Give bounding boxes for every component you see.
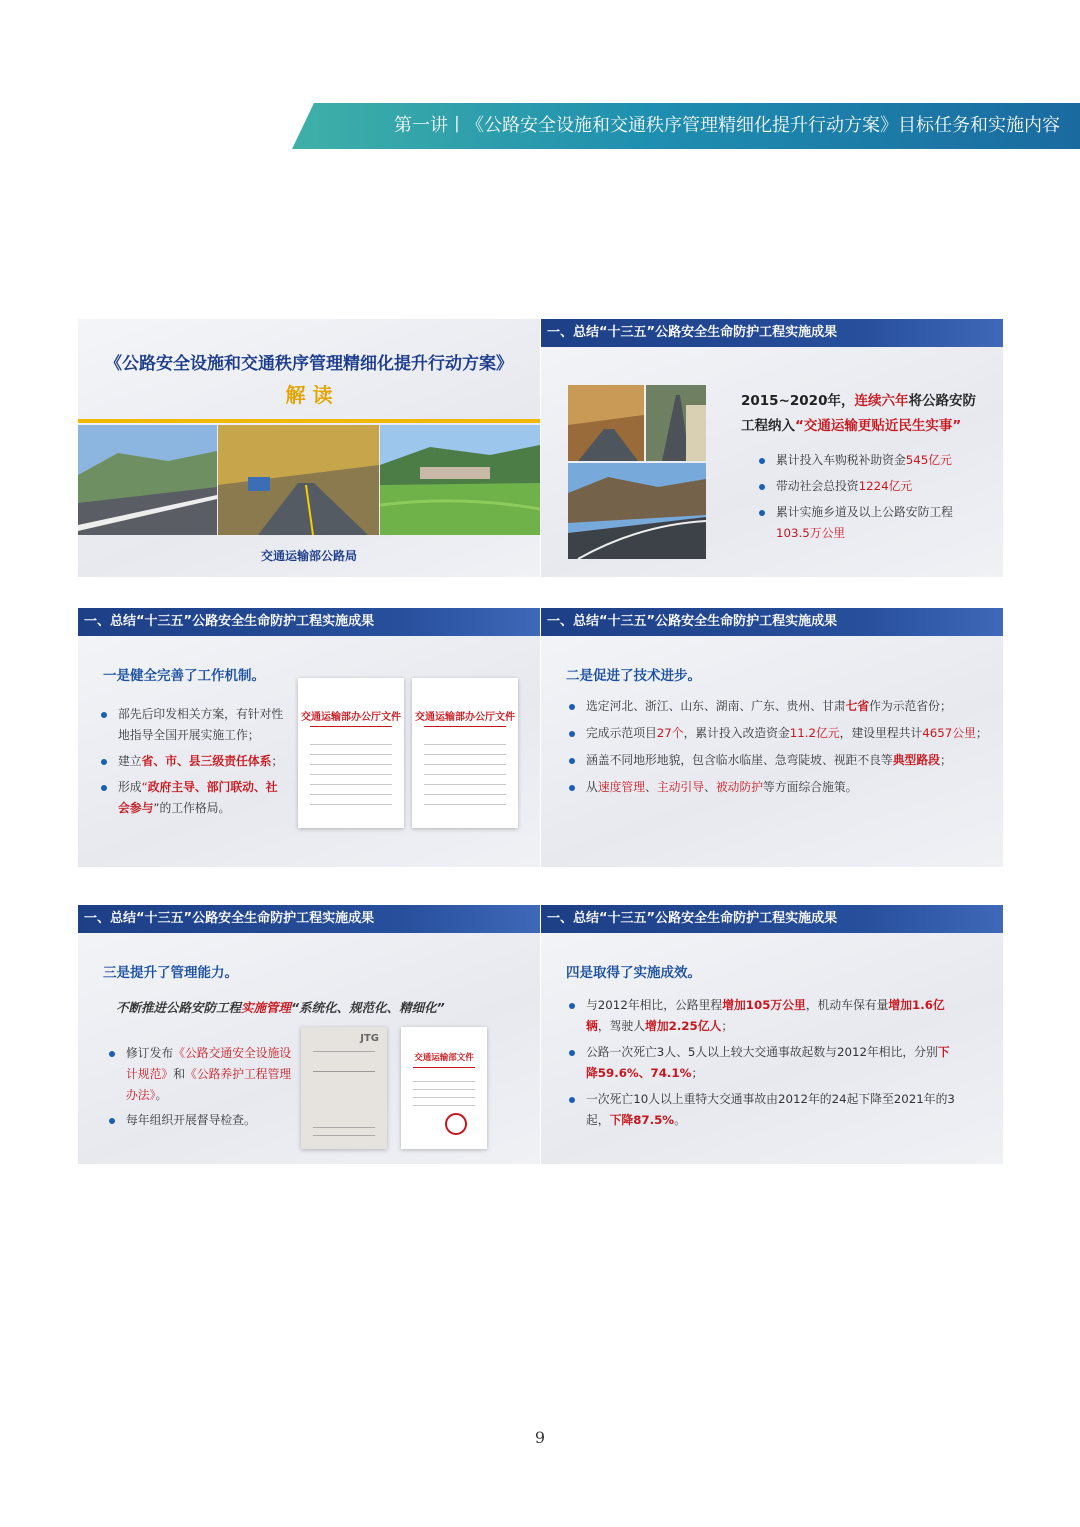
ministry-document-image: [401, 1027, 487, 1149]
bullet-text: ，机动车保有量: [805, 998, 889, 1012]
standard-document-image: [301, 1027, 387, 1149]
lead-text: 2015~2020年，: [741, 393, 855, 409]
slide3-bullets: [566, 696, 996, 798]
red-seal-icon: [445, 1113, 467, 1135]
document-code: JTG: [360, 1033, 379, 1044]
bullet-emphasis: 典型路段: [892, 753, 940, 767]
bullet-emphasis: 下降87.5%: [609, 1113, 675, 1127]
document-title: 交通运输部文件: [414, 1053, 474, 1063]
bullet-text: ，建设里程共计: [839, 726, 923, 740]
bullet-emphasis: 主动引导: [656, 780, 705, 794]
lead-text: 不断推进公路安防工程: [116, 1000, 242, 1015]
slide2-bullets: [98, 704, 288, 819]
bullet-text: 。: [155, 1088, 168, 1102]
bullet-emphasis: 《公路交通安全设施设计规范》: [126, 1046, 292, 1081]
bullet-text: 完成示范项目: [586, 726, 657, 740]
bullet-text: 与2012年相比，公路里程: [586, 998, 723, 1012]
bullet-value: 545亿元: [905, 453, 952, 467]
bullet-text: 从: [586, 780, 598, 794]
bullet-text: 累计投入车购税补助资金: [776, 453, 906, 467]
bullet-text: 累计实施乡道及以上公路安防工程: [776, 505, 953, 519]
bullet-text: 和: [173, 1067, 186, 1081]
document-image-1: [298, 678, 404, 828]
bullet-text: ；: [721, 1019, 734, 1033]
bullet-text: 作为示范省份；: [869, 699, 952, 713]
cover-subtitle: 解 读: [285, 383, 333, 407]
section-bar: 一、总结“十三五”公路安全生命防护工程实施成果: [78, 905, 540, 933]
bullet-text: “: [141, 780, 148, 794]
bullet-text: 。: [674, 1113, 686, 1127]
list-item: [566, 1042, 961, 1084]
bullet-value: 27个: [656, 726, 684, 740]
bullet-emphasis: 被动防护: [715, 780, 764, 794]
bullet-text: 形成: [118, 780, 142, 794]
bullet-text: 部先后印发相关方案，有针对性地指导全国开展实施工作；: [118, 707, 284, 742]
lead-text: “系统化、规范化、精细化”: [291, 1000, 445, 1015]
document-title: 交通运输部办公厅文件: [301, 712, 401, 723]
lead-emphasis: “交通运输更贴近民生实事”: [795, 418, 962, 434]
bullet-text: ；: [975, 726, 988, 740]
slide1-lead: [741, 389, 991, 439]
list-item: [98, 751, 288, 772]
document-title: 交通运输部办公厅文件: [415, 712, 515, 723]
list-item: [566, 995, 961, 1037]
bullet-text: ；: [691, 1066, 704, 1080]
slide-tech-progress: [541, 608, 1003, 867]
bullet-text: 一次死亡10人以上重特大交通事故由2012年的24起下降至2021年的3起，: [586, 1092, 955, 1127]
slide-heading: 一是健全完善了工作机制。: [103, 668, 265, 684]
bullet-text: 涵盖不同地形地貌，包含临水临崖、急弯陡坡、视距不良等: [586, 753, 893, 767]
cover-issuer: 交通运输部公路局: [260, 549, 357, 563]
list-item: [566, 1089, 961, 1131]
bullet-text: ，驾驶人: [597, 1019, 646, 1033]
document-image-2: [412, 678, 518, 828]
bullet-text: ；: [271, 754, 284, 768]
lead-emphasis: 实施管理: [241, 1000, 292, 1015]
lead-text: 将公路安防: [908, 393, 976, 409]
bullet-text: 修订发布: [126, 1046, 174, 1060]
list-item: [98, 777, 288, 819]
section-bar: 一、总结“十三五”公路安全生命防护工程实施成果: [541, 608, 1003, 636]
list-item: [566, 723, 996, 744]
mountain-road-photo-2: [646, 385, 706, 461]
bullet-text: 公路一次死亡3人、5人以上较大交通事故起数与2012年相比，分别: [586, 1045, 938, 1059]
list-item: [756, 450, 996, 471]
page-number: 9: [534, 1428, 546, 1447]
bullet-emphasis: 七省: [845, 699, 870, 713]
slide-heading: 四是取得了实施成效。: [566, 965, 701, 981]
mountain-road-photo-3: [568, 463, 706, 559]
page-header-title: 第一讲丨《公路安全设施和交通秩序管理精细化提升行动方案》目标任务和实施内容: [394, 115, 1060, 136]
bullet-emphasis: 《公路养护工程管理办法》: [126, 1067, 292, 1102]
list-item: [756, 476, 996, 497]
bullet-text: 等方面综合施策。: [763, 780, 858, 794]
bullet-text: 建立: [118, 754, 142, 768]
bullet-text: 带动社会总投资: [776, 479, 859, 493]
bullet-text: ”的工作格局。: [153, 801, 231, 815]
cover-title: 《公路安全设施和交通秩序管理精细化提升行动方案》: [105, 354, 513, 374]
cover-slide: [78, 319, 540, 577]
slide-implementation-results: [541, 905, 1003, 1164]
section-bar: 一、总结“十三五”公路安全生命防护工程实施成果: [541, 905, 1003, 933]
mountain-road-photo: [218, 425, 379, 535]
list-item: [106, 1110, 296, 1131]
slide4-lead: [116, 998, 445, 1016]
slide4-bullets: [106, 1043, 296, 1131]
list-item: [98, 704, 288, 746]
bullet-emphasis: 增加2.25亿人: [645, 1019, 722, 1033]
bullet-emphasis: 省、市、县三级责任体系: [141, 754, 272, 768]
lead-text: 工程纳入: [741, 418, 795, 434]
bullet-emphasis: 增加105万公里: [722, 998, 806, 1012]
section-bar: 一、总结“十三五”公路安全生命防护工程实施成果: [78, 608, 540, 636]
cover-gold-rule: [78, 419, 540, 423]
slide-work-mechanism: [78, 608, 540, 867]
bullet-text: 、: [645, 780, 657, 794]
mountain-road-photo-1: [568, 385, 644, 461]
bullet-value: 11.2亿元: [789, 726, 840, 740]
bullet-emphasis: 速度管理: [597, 780, 646, 794]
bullet-emphasis: 下降59.6%、74.1%: [586, 1045, 950, 1080]
list-item: [566, 696, 996, 717]
section-bar: 一、总结“十三五”公路安全生命防护工程实施成果: [541, 319, 1003, 347]
lead-emphasis: 连续六年: [854, 393, 909, 409]
village-terrace-photo: [380, 425, 540, 535]
bullet-emphasis: 政府主导、部门联动、社会参与: [118, 780, 278, 815]
list-item: [566, 750, 996, 771]
bullet-text: 、: [704, 780, 716, 794]
list-item: [566, 777, 996, 798]
bullet-text: ，累计投入改造资金: [683, 726, 790, 740]
list-item: [106, 1043, 296, 1106]
bullet-emphasis: 增加1.6亿辆: [586, 998, 945, 1033]
bullet-value: 1224亿元: [858, 479, 913, 493]
slide5-bullets: [566, 995, 961, 1131]
highway-photo: [78, 425, 217, 535]
slide-heading: 二是促进了技术进步。: [566, 668, 701, 684]
bullet-text: 每年组织开展督导检查。: [126, 1113, 256, 1127]
slide-heading: 三是提升了管理能力。: [103, 965, 238, 981]
list-item: [756, 502, 996, 544]
bullet-text: 选定河北、浙江、山东、湖南、广东、贵州、甘肃: [586, 699, 846, 713]
slide-achievements-overview: [541, 319, 1003, 577]
bullet-value: 103.5万公里: [776, 526, 846, 540]
slide1-bullets: [756, 450, 996, 544]
bullet-value: 4657公里: [922, 726, 976, 740]
bullet-text: ；: [939, 753, 952, 767]
slide-management-capacity: [78, 905, 540, 1164]
